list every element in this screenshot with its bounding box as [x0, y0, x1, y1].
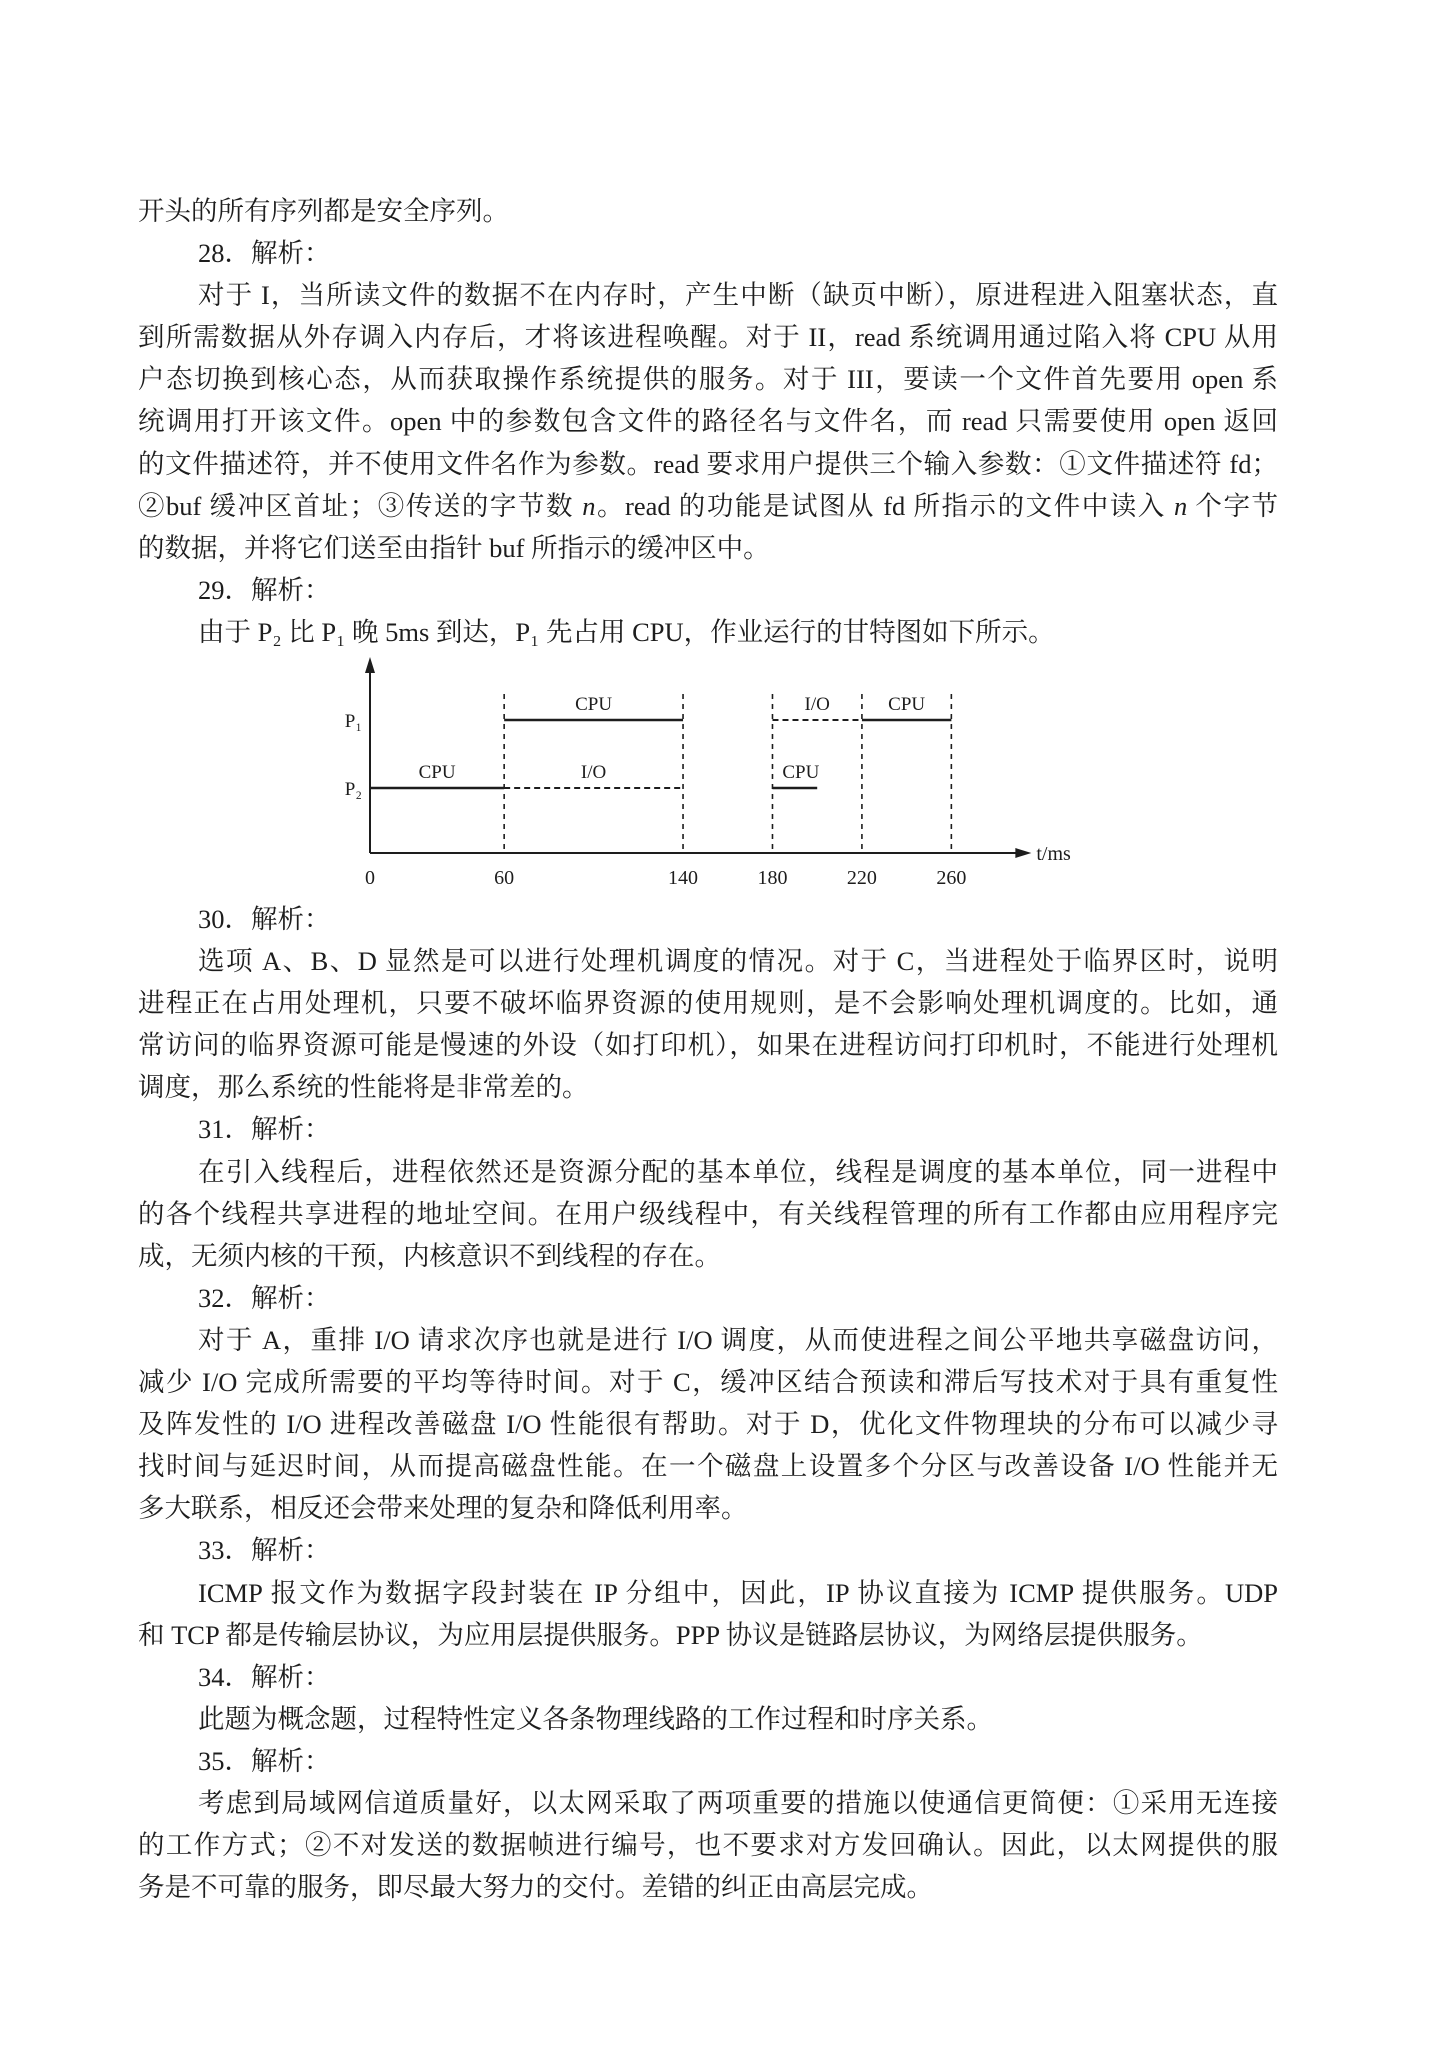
text-line: 选项 A、B、D 显然是可以进行处理机调度的情况。对于 C，当进程处于临界区时，说明 [198, 946, 1278, 977]
text-line: 及阵发性的 I/O 进程改善磁盘 I/O 性能很有帮助。对于 D，优化文件物理块的分布可以减少寻 [138, 1409, 1278, 1440]
text-line: 减少 I/O 完成所需要的平均等待时间。对于 C，缓冲区结合预读和滞后写技术对于具有重复性 [138, 1367, 1278, 1398]
variable-n: n [1174, 490, 1188, 521]
text-line: 多大联系，相反还会带来处理的复杂和降低利用率。 [138, 1493, 748, 1524]
x-tick-label: 140 [668, 867, 699, 889]
text-line: 对于 A，重排 I/O 请求次序也就是进行 I/O 调度，从而使进程之间公平地共享磁盘访问， [198, 1324, 1278, 1355]
text-line: 统调用打开该文件。open 中的参数包含文件的路径名与文件名，而 read 只需要使用 open 返回 [138, 406, 1278, 437]
text-line: 的文件描述符，并不使用文件名作为参数。read 要求用户提供三个输入参数：①文件描述符 fd； [138, 448, 1278, 479]
segment-label: CPU [575, 694, 613, 715]
text-line: 进程正在占用处理机，只要不破坏临界资源的使用规则，是不会影响处理机调度的。比如，通 [138, 988, 1278, 1019]
text-line: 在引入线程后，进程依然还是资源分配的基本单位，线程是调度的基本单位，同一进程中 [198, 1156, 1278, 1187]
row-label: P₁ [344, 711, 362, 732]
text-line: 此题为概念题，过程特性定义各条物理线路的工作过程和时序关系。 [198, 1703, 993, 1734]
x-tick-label: 180 [757, 867, 788, 889]
text-line: 成，无须内核的干预，内核意识不到线程的存在。 [138, 1240, 721, 1271]
text-line: 找时间与延迟时间，从而提高磁盘性能。在一个磁盘上设置多个分区与改善设备 I/O 性能并无 [138, 1451, 1278, 1482]
x-tick-label: 0 [365, 867, 375, 889]
text-line: 务是不可靠的服务，即尽最大努力的交付。差错的纠正由高层完成。 [138, 1872, 933, 1903]
text-line: 考虑到局域网信道质量好，以太网采取了两项重要的措施以使通信更简便：①采用无连接 [198, 1787, 1278, 1818]
text-block-upper [138, 190, 1278, 653]
question-heading-33: 33．解析： [198, 1535, 331, 1566]
text-line: 开头的所有序列都是安全序列。 [138, 196, 509, 226]
text-run: ②buf 缓冲区首址；③传送的字节数 [138, 490, 583, 521]
text-line: 对于 I，当所读文件的数据不在内存时，产生中断（缺页中断），原进程进入阻塞状态，直 [198, 280, 1278, 311]
question-heading-29: 29．解析： [198, 574, 331, 605]
text-line: 由于 P₂ 比 P₁ 晚 5ms 到达，P₁ 先占用 CPU，作业运行的甘特图如下所示。 [198, 616, 1055, 647]
question-heading-34: 34．解析： [198, 1661, 331, 1692]
text-line: 的数据，并将它们送至由指针 buf 所指示的缓冲区中。 [138, 532, 770, 563]
text-line: 常访问的临界资源可能是慢速的外设（如打印机），如果在进程访问打印机时，不能进行处理机 [138, 1030, 1278, 1061]
segment-label: CPU [888, 694, 926, 715]
question-heading-30: 30．解析： [198, 904, 331, 934]
segment-label: I/O [804, 694, 830, 715]
x-axis-label: t/ms [1036, 843, 1071, 865]
text-line: 的各个线程共享进程的地址空间。在用户级线程中，有关线程管理的所有工作都由应用程序完 [138, 1198, 1278, 1229]
segment-label: CPU [418, 762, 456, 783]
x-tick-label: 260 [936, 867, 967, 889]
text-line: ICMP 报文作为数据字段封装在 IP 分组中，因此，IP 协议直接为 ICMP 提供服务。UDP [198, 1577, 1278, 1608]
text-line: 到所需数据从外存调入内存后，才将该进程唤醒。对于 II，read 系统调用通过陷入将 CPU 从用 [138, 322, 1278, 353]
text-line: 的工作方式；②不对发送的数据帧进行编号，也不要求对方发回确认。因此，以太网提供的服 [138, 1830, 1278, 1861]
question-heading-28: 28．解析： [198, 238, 331, 269]
text-line: 调度，那么系统的性能将是非常差的。 [138, 1072, 589, 1103]
text-run: 。read 的功能是试图从 fd 所指示的文件中读入 [595, 490, 1174, 521]
text-line: 户态切换到核心态，从而获取操作系统提供的服务。对于 III，要读一个文件首先要用 open 系 [138, 364, 1278, 395]
text-line: 和 TCP 都是传输层协议，为应用层提供服务。PPP 协议是链路层协议，为网络层提供服务。 [138, 1619, 1203, 1650]
segment-label: CPU [782, 762, 820, 783]
question-heading-35: 35．解析： [198, 1745, 331, 1776]
text-line [138, 485, 1278, 527]
segment-label: I/O [580, 762, 607, 783]
text-block-lower [138, 898, 1278, 1908]
gantt-chart [0, 650, 1444, 900]
text-run: 个字节 [1187, 490, 1278, 521]
x-tick-label: 60 [494, 867, 515, 889]
question-heading-31: 31．解析： [198, 1114, 331, 1145]
row-label: P₂ [344, 779, 362, 800]
x-tick-label: 220 [846, 867, 877, 889]
variable-n: n [582, 490, 596, 521]
y-axis-arrow [365, 657, 375, 673]
question-heading-32: 32．解析： [198, 1282, 331, 1313]
x-axis-arrow [1015, 848, 1031, 858]
